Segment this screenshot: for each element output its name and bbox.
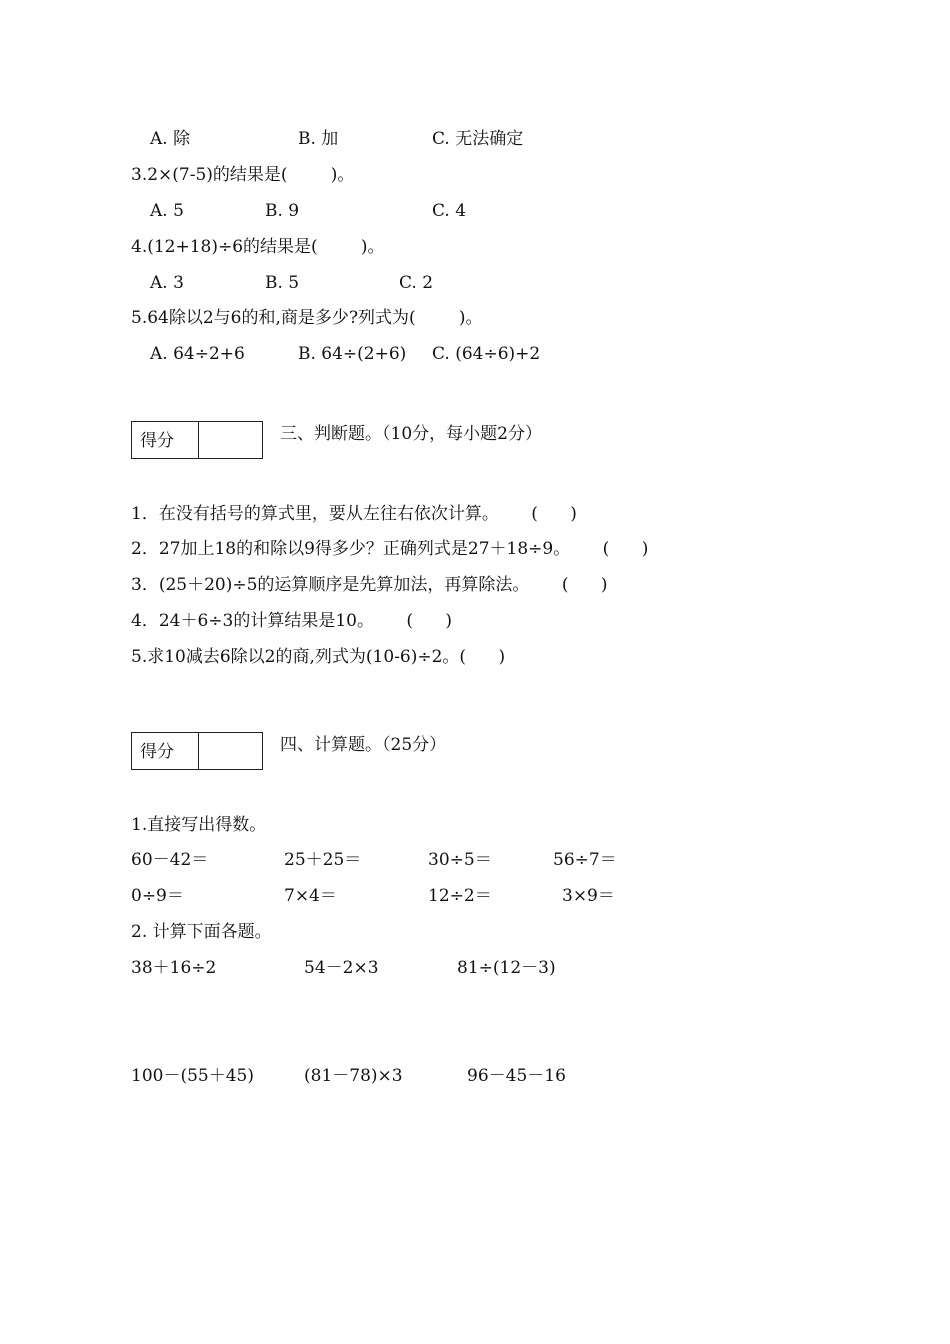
calc-expression: 96－45－16 — [467, 1066, 566, 1086]
q4-option-a: A. 3 — [150, 273, 184, 293]
calc-expression: 100－(55＋45) — [131, 1066, 254, 1086]
q3-option-a: A. 5 — [150, 201, 184, 221]
q4-option-b: B. 5 — [265, 273, 300, 293]
calc-item: 60－42＝ — [131, 850, 209, 870]
judge-item-1: 1．在没有括号的算式里，要从左往右依次计算。 ( ) — [131, 504, 577, 524]
q5-option-a: A. 64÷2+6 — [150, 344, 245, 364]
calc-expression: 54－2×3 — [304, 958, 379, 978]
judge-item-5: 5.求10减去6除以2的商,列式为(10-6)÷2。( ) — [131, 647, 506, 667]
calc-item: 0÷9＝ — [131, 886, 184, 906]
section3-heading: 三、判断题。（10分，每小题2分） — [280, 424, 542, 444]
calc-part2-title: 2. 计算下面各题。 — [131, 922, 272, 942]
judge-item-2: 2．27加上18的和除以9得多少？正确列式是27＋18÷9。 ( ) — [131, 539, 649, 559]
calc-item: 25＋25＝ — [284, 850, 362, 870]
judge-item-4: 4．24＋6÷3的计算结果是10。 ( ) — [131, 611, 453, 631]
q4-option-c: C. 2 — [399, 273, 434, 293]
calc-item: 7×4＝ — [284, 886, 337, 906]
score-box-divider — [198, 422, 199, 458]
section3-score-label: 得分 — [140, 431, 174, 451]
calc-item: 56÷7＝ — [553, 850, 617, 870]
q5-option-b: B. 64÷(2+6) — [298, 344, 407, 364]
calc-part1-title: 1.直接写出得数。 — [131, 815, 267, 835]
q3-option-c: C. 4 — [432, 201, 467, 221]
q5-option-c: C. (64÷6)+2 — [432, 344, 541, 364]
q3-option-b: B. 9 — [265, 201, 300, 221]
q5-stem: 5.64除以2与6的和,商是多少?列式为( )。 — [131, 308, 483, 328]
section4-heading: 四、计算题。（25分） — [280, 735, 447, 755]
section3-score-box — [131, 421, 263, 459]
calc-item: 30÷5＝ — [428, 850, 492, 870]
calc-expression: 38＋16÷2 — [131, 958, 217, 978]
q2-option-b: B. 加 — [298, 129, 339, 149]
section4-score-box — [131, 732, 263, 770]
q3-stem: 3.2×(7-5)的结果是( )。 — [131, 165, 355, 185]
q4-stem: 4.(12+18)÷6的结果是( )。 — [131, 237, 385, 257]
q2-option-c: C. 无法确定 — [432, 129, 524, 149]
calc-item: 3×9＝ — [562, 886, 615, 906]
q2-option-a: A. 除 — [150, 129, 191, 149]
judge-item-3: 3．(25＋20)÷5的运算顺序是先算加法，再算除法。 ( ) — [131, 575, 608, 595]
calc-item: 12÷2＝ — [428, 886, 492, 906]
calc-expression: (81－78)×3 — [304, 1066, 403, 1086]
score-box-divider — [198, 733, 199, 769]
section4-score-label: 得分 — [140, 742, 174, 762]
calc-expression: 81÷(12－3) — [457, 958, 556, 978]
